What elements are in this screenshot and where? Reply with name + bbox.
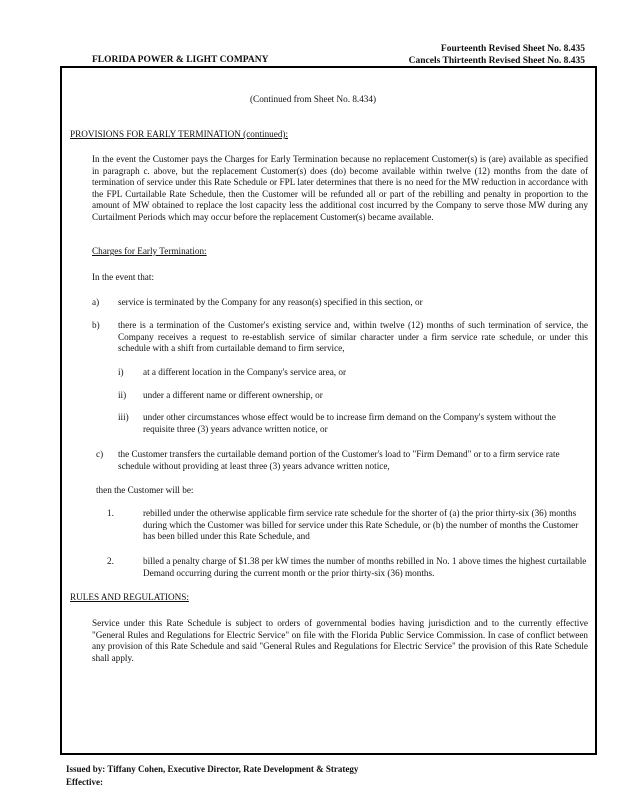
section-heading-early-termination: PROVISIONS FOR EARLY TERMINATION (continued): — [70, 129, 289, 139]
effective-date: Effective: — [66, 777, 103, 787]
section-heading-rules: RULES AND REGULATIONS: — [70, 592, 189, 602]
continued-note: (Continued from Sheet No. 8.434) — [250, 94, 377, 104]
subitem-iii-marker: iii) — [118, 412, 129, 422]
item-c-text: the Customer transfers the curtailable demand portion of the Customer's load to "Firm Demand" or to a firm service rate schedule without providing at least three (3) years advance written notice, — [118, 449, 560, 471]
item-b-text: there is a termination of the Customer's existing service and, within twelve (12) months of such termination of service, the Company receives a request to re-establish service of similar character under a firm service rate schedule, or under this schedule with a shift from curtailable demand to firm service, — [118, 320, 588, 354]
in-event-intro: In the event that: — [92, 272, 154, 282]
numbered-2-marker: 2. — [107, 556, 114, 566]
item-c-marker: c) — [96, 449, 104, 459]
then-customer-line: then the Customer will be: — [96, 485, 194, 495]
sheet-header — [409, 43, 585, 67]
cancels-sheet: Cancels Thirteenth Revised Sheet No. 8.435 — [408, 56, 585, 66]
item-b-marker: b) — [92, 320, 100, 330]
rules-paragraph: Service under this Rate Schedule is subject to orders of governmental bodies having jurisdiction and to the currently effective "General Rules and Regulations for Electric Service" on file with the Florida Public Service Commission. In case of conflict between any provision of this Rate Schedule and said "General Rules and Regulations for Electric Service" the provision of this Rate Schedule shall apply. — [92, 618, 588, 663]
subitem-ii-text: under a different name or different ownership, or — [143, 390, 323, 400]
subitem-iii-text: under other circumstances whose effect would be to increase firm demand on the Company's system without the requisite three (3) years advance written notice, or — [143, 412, 556, 434]
subitem-i-marker: i) — [118, 367, 124, 377]
issued-by: Issued by: Tiffany Cohen, Executive Director, Rate Development & Strategy — [66, 764, 359, 774]
item-a-marker: a) — [92, 297, 100, 307]
numbered-2-text: billed a penalty charge of $1.38 per kW times the number of months rebilled in No. 1 above times the highest curtailable Demand occurring during the current month or the prior thirty-six (36) months. — [143, 556, 587, 578]
subitem-ii-marker: ii) — [118, 390, 127, 400]
numbered-1-marker: 1. — [107, 508, 114, 518]
numbered-1-text: rebilled under the otherwise applicable firm service rate schedule for the shorter of (a) the prior thirty-six (36) months during which the Customer was billed for service under this Rate Schedule, or (b) the number of months the Customer has been billed under this Rate Schedule, and — [143, 508, 579, 542]
charges-subheading: Charges for Early Termination: — [92, 246, 207, 256]
item-a-text: service is terminated by the Company for any reason(s) specified in this section, or — [118, 297, 423, 307]
subitem-i-text: at a different location in the Company's service area, or — [143, 367, 347, 377]
sheet-number: Fourteenth Revised Sheet No. 8.435 — [440, 44, 585, 54]
refund-paragraph: In the event the Customer pays the Charges for Early Termination because no replacement Customer(s) is (are) available as specified in paragraph c. above, but the replacement Customer(s) does (do) become available within twelve (12) months from the date of termination of service under this Rate Schedule or FPL later determines that there is no need for the MW reduction in accordance with the FPL Curtailable Rate Schedule, then the Customer will be refunded all or part of the rebilling and penalty in proportion to the amount of MW obtained to replace the lost capacity less the additional cost incurred by the Company to serve those MW during any Curtailment Periods which may occur before the replacement Customer(s) became available. — [92, 154, 588, 222]
company-name: FLORIDA POWER & LIGHT COMPANY — [92, 55, 269, 65]
